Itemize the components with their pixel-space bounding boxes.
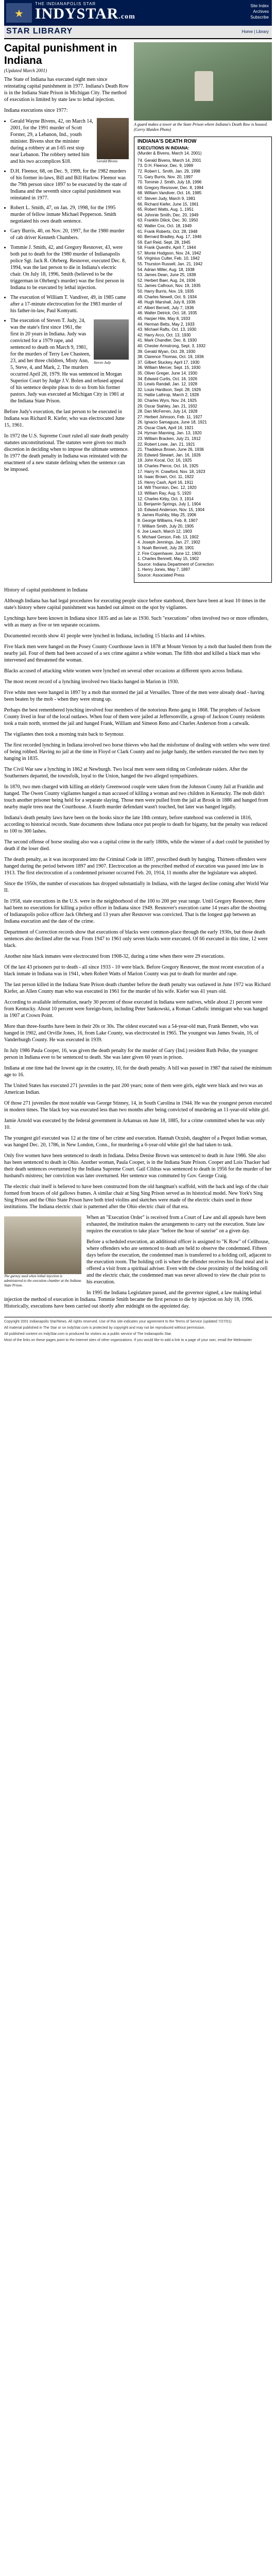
death-row-entry: 52. Herbert Baer, Aug. 24, 1936	[137, 278, 196, 283]
banner-top-text: THE INDIANAPOLIS STAR	[35, 2, 96, 6]
history-heading: History of capital punishment in Indiana	[4, 587, 88, 593]
bivens-photo	[97, 118, 129, 164]
history-paragraph: In 1870, two men charged with killing an elderly Greenwood couple were taken from the Johnson County Jail at Franklin and hanged. The Owen County vigilantes hanged a man accused of killing a woman and two children in Kentucky. The mob didn't touch another prisoner being held for a separate slaying. Those men were pulled from the jail at Brook in 1886 and hanged from nearby maple trees near the Courthouse. A fourth murder defendant wasn't touched, but later was hanged legally.	[4, 784, 268, 810]
article-title: Capital punishment in Indiana	[4, 42, 117, 66]
death-row-entry: 1. Henry Jones, May 7, 1897	[137, 567, 191, 572]
death-row-entry: 36. William Mercer, Sept. 15, 1930	[137, 365, 201, 370]
page	[4, 0, 272, 1343]
indiana-flag-logo	[6, 3, 32, 23]
death-row-entry: 15. Henry Cash, April 16, 1911	[137, 480, 194, 485]
bivens-image	[97, 118, 129, 159]
death-row-entry: 4. Joseph Jennings, Jan. 27, 1902	[137, 540, 200, 545]
death-row-entry: 63. Franklin Dilick, Dec. 30, 1950	[137, 218, 198, 223]
death-row-header: INDIANA'S DEATH ROW	[137, 139, 197, 144]
death-row-entry: Source: Indiana Department of Correction	[137, 562, 214, 567]
history-paragraph: The second offense of horse stealing also was a capital crime in the early 1800s, while the winner of a duel could be punished by death if the loser died.	[4, 839, 270, 852]
death-row-entry: 14. Will Thornton, Dec. 12, 1920	[137, 485, 197, 490]
death-row-source: Source: Associated Press	[137, 572, 185, 578]
history-paragraph: Of those 271 juveniles the most notable was George Stinney, 14, in South Carolina in 1944. He was the youngest person executed in modern times. The black boy was executed less than two months after being convicted of murdering an 11-year-old white girl.	[4, 1100, 272, 1113]
history-paragraph: Although Indiana has had legal procedures for executing people since before statehood, there have been at least 10 times in the state's history where capital punishment was handed out almost on the spot by vigilantes.	[4, 598, 266, 611]
death-row-entry: 64. Johnnie Smith, Dec. 20, 1949	[137, 212, 199, 217]
gurney-caption: The gurney used when lethal injection is administered to the execution chamber at the Indiana State Prison.	[4, 1274, 81, 1287]
death-row-entry: 34. Edward Curtis, Oct. 16, 1926	[137, 376, 198, 381]
article-column	[4, 42, 134, 583]
death-row-entry: 48. Hugh Marshall, July 8, 1936	[137, 300, 196, 305]
death-row-entry: 29. Oscar Stahley, Jan. 21, 1932	[137, 403, 197, 409]
death-row-entry: 39. Gerald Wyan, Oct. 28, 1930	[137, 349, 196, 354]
death-row-entry: 20. Edward Stewart, Jan. 16, 1926	[137, 452, 201, 457]
footer-line: Copyright 2001 Indianapolis Star/News. All rights reserved. Use of this site indicates your agreement to the Terms of Service (updated 7/27/01).	[4, 1319, 233, 1324]
death-row-entry: 60. Bernard Bradley, Aug. 17, 1946	[137, 234, 202, 240]
death-row-entry: 46. Walter Detrick, Oct. 18, 1935	[137, 311, 197, 316]
footer-line: Most of the links on these pages point to the Internet sites of other organizations. If you would like to add a link to a page of your own, email the Webmaster.	[4, 1338, 253, 1342]
death-row-entry: 50. Harry Burris, Nov. 19, 1935	[137, 289, 194, 294]
death-row-entry: 23. William Bracken, July 21, 1912	[137, 436, 201, 442]
execution-item: • Gary Burris, 40, on Nov. 20, 1997, for the 1980 murder of cab driver Kenneth Chambers.	[10, 228, 129, 241]
history-paragraph: The Civil War saw a lynching in 1862 at Newburgh. Two local men were seen riding on Confederate raiders. After the Southerners departed, the townsfolk, loyal to the Union, hanged the two alleged sympathizers.	[4, 766, 248, 779]
death-row-entry: 47. Albert Bernett, July 7, 1936	[137, 305, 194, 310]
history-paragraph: In 1958, state executions in the U.S. were in the neighborhood of the 100 to 200 per year range. Until Gregory Resnover, there had been no executions for killing a police officer in Indiana since 1949. Resnover's execution came 14 years after the shooting of Indianapolis police officer Jack Ohrberg and 13 years after Resnover was convicted. That is the longest gap between an Indiana execution and the date of the crime.	[4, 898, 267, 924]
death-row-entry: 2. Fire Copenhaver, June 12, 1903	[137, 551, 201, 556]
death-row-entry: 55. Thurston Russell, Jan. 21, 1942	[137, 262, 203, 267]
history-paragraph: Department of Correction records show that executions of blacks were common-place through the early 1930s, but those death sentences also declined after the war. From 1947 to 1961 only seven blacks were executed. Of 66 executed in this time, 12 were black.	[4, 929, 268, 948]
history-paragraph: The most recent record of a lynching involved two blacks hanged in Marion in 1930.	[4, 679, 179, 685]
death-row-entry: 10. Edward Anderson, Nov. 15, 1904	[137, 507, 205, 512]
execution-item: • The execution of William T. Vandiver, 49, in 1985 came after a 17-minute electrocution for the 1983 murder of his father-in-law, Paul Komyatti.	[10, 294, 129, 314]
history-paragraph: Before a scheduled execution, an additional officer is assigned to "K Row" of Cellhouse, where offenders who are sentenced to death are held to observe the condemned. Fifteen days before the execution, the condemned man is transferred to a holding cell, adjacent to the execution room. The holding cell is where the offender receives his final meal and is offered a visit from a spiritual adviser. Even with the close proximity of the holding cell and the electric chair, the condemned man was never allowed to view the chair prior to his execution.	[87, 1239, 271, 1285]
death-row-entry: 45. Harper Hile, May 8, 1933	[137, 316, 191, 321]
gurney-image	[4, 1216, 81, 1274]
history-paragraph: Indiana at one time had the lowest age in the country, 10, for the death penalty. A bill was passed in 1987 that raised the minimum age to 16.	[4, 1065, 272, 1078]
history-paragraph: Only five women have been sentenced to death in Indiana. Debra Denise Brown was sentenced to death in June 1986. She also has been sentenced to death in Ohio. Another woman, Paula Cooper, is in the Indiana State Prison. Cooper and Lois Thacker had their death sentences overturned by the Indiana Supreme Court. Gail Cildras was sentenced to death in 1956 for the murder of her husband's mistress; her conviction was later overturned. Her sentence was commuted by Gov. George Craig.	[4, 1153, 272, 1179]
history-paragraph: Documented records show 41 people were lynched in Indiana, including 15 blacks and 14 whites.	[4, 633, 206, 639]
article-paragraph: Before Judy's execution, the last person to be executed in Indiana was Richard R. Kiefer, who was electrocuted June 15, 1961.	[4, 409, 125, 428]
history-paragraph: Perhaps the best remembered lynching involved four members of the notorious Reno gang in 1868. The prophets of Jackson County lived in fear of the local outlaws. When four of them were jailed at Jeffersonville, a group of Jackson County residents took a train north, stormed the jail and hanged Frank, William and Simeon Reno and Charles Anderson from a catwalk.	[4, 707, 265, 726]
death-row-subline: (Murder & Bivens, March 14, 2001)	[137, 151, 202, 156]
death-row-entry: 56. Virginius Culter, Feb. 10, 1942	[137, 256, 200, 261]
death-row-entry: 74. Gerald Bivens, March 14, 2001	[137, 158, 201, 163]
execution-item: • Robert L. Smith, 47, on Jan. 29, 1998, for the 1995 murder of fellow inmate Michael Pepperson. Smith negotiated his own death sentence.	[10, 205, 129, 225]
death-row-entry: 24. Hyman Manning, Jan. 13, 1920	[137, 431, 202, 436]
history-paragraph: The last person killed in the Indiana State Prison death chamber before the death penalty was outlawed in June 1972 was Richard Kiefer, an Allen County man who was executed in 1961 for the murder of his wife. Kiefer was 41 years old.	[4, 981, 271, 994]
history-paragraph: The youngest girl executed was 12 at the time of her crime and execution. Hannah Ocuish, daughter of a Pequot Indian woman, was hanged Dec. 20, 1786, in New London, Conn., for murdering a 6-year-old white girl she had taken to task.	[4, 1135, 267, 1148]
star-icon: ★	[14, 8, 24, 20]
death-row-entry: 54. Adrian Miller, Aug. 18, 1938	[137, 267, 195, 272]
death-row-entry: 38. Clarence Thomas, Oct. 19, 1936	[137, 354, 204, 360]
death-row-entry: 42. Harry Arco, Oct. 13, 1930	[137, 332, 191, 337]
death-row-entry: 1. Charles Bennett, May 15, 1902	[137, 556, 199, 562]
death-row-entry: 62. Walter Cox, Oct. 18, 1949	[137, 223, 192, 228]
banner-link[interactable]: Site Index	[250, 4, 269, 8]
gurney-photo	[4, 1216, 81, 1288]
death-row-entry: 31. Hattie Lathrop, March 2, 1928	[137, 393, 199, 398]
logo-suffix: .com	[118, 13, 135, 21]
death-row-entry: 9. James Rushby, May 25, 1906	[137, 513, 197, 518]
banner-links	[250, 3, 269, 20]
death-row-entry: 44. Herman Betts, May 2, 1933	[137, 321, 195, 327]
death-row-entry: 40. Chester Armstrong, Sept. 3, 1932	[137, 343, 206, 348]
death-row-entry: 5. Michael Gerson, Feb. 13, 1902	[137, 534, 199, 539]
death-row-entry: 30. Charles Wyrs, Nov. 24, 1925	[137, 398, 197, 403]
history-paragraph: More than three-fourths have been in their 20s or 30s. The oldest executed was a 54-year-old man, Frank Bennett, who was hanged in 1902, and Orville Jones, 16, from Lake County, was electrocuted in 1965. The youngest was James Swain, 16, of Vanderburgh County. He was executed in 1939.	[4, 1023, 259, 1043]
death-row-entry: 22. Robert Lowe, Jan. 21, 1921	[137, 442, 195, 447]
death-row-list	[137, 158, 268, 573]
judy-image	[94, 319, 129, 360]
history-paragraph: The death penalty, as it was incorporated into the Criminal Code in 1897, prescribed death by hanging. Thirteen offenders were hanged during the period between 1897 and 1907. Electrocution as the prescribed method of execution was passed into law in 1913. The first electrocution of a condemned prisoner occurred Feb. 20, 1914, 11 months after the legislature was adopted.	[4, 856, 267, 876]
death-row-entry: 51. James Calhoun, Nov. 19, 1935	[137, 283, 201, 289]
site-banner	[4, 0, 272, 26]
judy-photo	[94, 319, 129, 366]
death-row-entry: 19. John Kocal, Oct. 16, 1925	[137, 458, 192, 463]
history-paragraph: The vigilantes then took a morning train back to Seymour.	[4, 731, 125, 737]
death-row-entry: 37. Gilbert Stuckey, April 17, 1930	[137, 360, 200, 365]
history-paragraph: Indiana's death penalty laws have been on the books since the late 18th century, before statehood was conferred in 1816, according to historical records. State documents show Indiana once put people to death for bigamy, but the penalty was reduced to 100 to 300 lashes.	[4, 815, 268, 834]
death-row-entry: 13. William Ray, Aug. 5, 1920	[137, 491, 192, 496]
intro-paragraph: Indiana executions since 1977:	[4, 108, 68, 113]
death-row-entry: 72. Robert L. Smith, Jan. 29, 1998	[137, 168, 200, 174]
death-row-entry: 57. Monte Hodgson, Nov. 24, 1942	[137, 250, 201, 256]
death-row-subheader: EXECUTIONS IN INDIANA:	[137, 145, 189, 150]
execution-item: • Tommie J. Smith, 42, and Gregory Resnover, 43, were both put to death for the 1980 murder of Indianapolis police Sgt. Jack R. Ohrberg. Resnover, executed Dec. 8, 1994, was the last person to die in Indiana's electric chair. On July 18, 1996, Smith (believed to be the triggerman in Ohrberg's murder) was the first person in Indiana to be executed by lethal injection.	[10, 244, 129, 291]
death-row-entry: 43. Michael Rafts, Oct. 13, 1930	[137, 327, 197, 332]
death-row-entry: 66. Richard Kiefer, June 15, 1961	[137, 201, 199, 207]
history-paragraph: The electric chair itself is believed to have been constructed from the old hangman's scaffold, with the back and legs of the chair formed from braces of old gallows frames. A similar chair at Sing Sing Prison served as its historical model. New York's Sing Sing Prison and the Ohio State Prison have both tried violins and sketches were made of the electric chairs used in those institutions. The Indiana electric chair is patterned after the Ohio electric chair of that era.	[4, 1183, 269, 1210]
site-logo[interactable]	[35, 5, 135, 23]
history-paragraph: Five black men were hanged on the Posey County Courthouse lawn in 1878 at Mount Vernon by a mob that hauled them from the nearby jail. Four of them had been accused of a sex crime against a white woman. The fifth shot and killed a black man who intervened and threatened the woman.	[4, 643, 272, 663]
history-paragraph: Jamie Arnold was executed by the federal government in Arkansas on June 18, 1885, for a crime committed when he was only 10.	[4, 1117, 265, 1130]
death-row-entry: 35. Oliver Greger, June 14, 1930	[137, 370, 198, 376]
section-bar	[4, 26, 272, 39]
death-row-entry: 49. Charles Newell, Oct. 9, 1934	[137, 294, 197, 299]
section-nav[interactable]: Home | Library	[242, 29, 269, 34]
intro-paragraph: The State of Indiana has executed eight men since reinstating capital punishment in 1977. Indiana's Death Row is in the Indiana State Prison in Michigan City. The method of execution is limited by state law to lethal injection.	[4, 77, 129, 103]
photo-caption: • Steven Judy	[94, 361, 111, 365]
history-paragraph: In July 1986 Paula Cooper, 16, was given the death penalty for the murder of Gary (Ind.) resident Ruth Pelke, the youngest person in Indiana ever to be sentenced to death. She was later given 60 years in prison.	[4, 1047, 258, 1060]
execution-item: • Gerald Wayne Bivens, 42, on March 14, 2001, for the 1991 murder of Scott Forster, 29, a Lebanon, Ind., youth minister. Bivens shot the minister during a robbery at an I-65 rest stop near Lebanon. The robbery netted him and his two accomplices $18.	[10, 118, 129, 165]
photo-caption: Gerald Bivens	[97, 159, 118, 163]
history-paragraph: Blacks accused of attacking white women were lynched on several other occasions at different spots across Indiana.	[4, 668, 243, 674]
death-row-entry: 71. Gary Burris, Nov. 20, 1997	[137, 174, 193, 179]
history-body	[4, 598, 272, 1210]
banner-link[interactable]: Archives	[253, 9, 269, 14]
death-row-entry: 17. Harry H. Crawford, Nov. 18, 1923	[137, 469, 205, 474]
death-row-entry: 68. William Vandiver, Oct. 16, 1985	[137, 191, 202, 196]
death-row-entry: 25. Oscar Clark, April 16, 1921	[137, 425, 194, 430]
death-row-entry: 41. Mark Chandler, Dec. 8, 1930	[137, 338, 197, 343]
execution-item	[10, 317, 129, 404]
execution-item-text: The execution of Steven T. Judy, 24, was the state's first since 1961, the first in 20 years in Indiana. Judy was convicted for a 1979 rape, and sentenced to death on March 9, 1981, for the murders of Terry Lee Chasteen, 23, and her three children, Misty Ann, 5, Steve, 4, and Mark, 2. The murders occurred April 28, 1979. He was sentenced in Morgan Superior Court by Judge J.V. Bolen and refused appeal of his sentence despite pleas to do so from his former pastors. Judy was executed at Michigan City in 1981 at the Indiana State Prison.	[10, 318, 125, 404]
tower-shape	[195, 71, 213, 101]
history-paragraph: The United States has executed 271 juveniles in the past 200 years; none of them were girls, eight were black and two was an American Indian.	[4, 1082, 263, 1095]
death-row-entry: 33. Lewis Randall, Jan. 12, 1928	[137, 382, 198, 387]
death-row-entry: 12. Charles Kirby, Oct. 3, 1914	[137, 496, 194, 501]
death-row-entry: 61. Frank Roberts, Oct. 28, 1948	[137, 229, 198, 234]
article-updated: (Updated March 2001)	[4, 68, 47, 73]
death-row-entry: 69. Gregory Resnover, Dec. 8, 1994	[137, 185, 204, 190]
death-row-box	[134, 137, 272, 583]
history-paragraph: Another nine black inmates were electrocuted from 1908-32, during a time when there were 29 executions.	[4, 953, 225, 959]
death-row-entry: 21. Thaddeus Brown, June 26, 1936	[137, 447, 204, 452]
history-paragraph: The first recorded lynching in Indiana involved two horse thieves who had the misfortune of dealing with settlers who were tired of being robbed. Having no jail at the time in Floyd or Clark County and no judge handy, the settlers executed the two men by hanging in 1835.	[4, 742, 270, 761]
article-paragraph: In 1972 the U.S. Supreme Court ruled all state death penalty statutes unconstitutional. The statutes were given too much discretion in deciding when to impose the ultimate sentence. In 1977 the death penalty in Indiana was reinstated with the enactment of a new statute defining when the sentence can be imposed.	[4, 433, 129, 472]
death-row-entry: 28. Dan McFerren, July 14, 1928	[137, 409, 198, 414]
history-paragraph: When an "Execution Order" is received from a Court of Law and all appeals have been exhausted, the institution makes the arrangements to carry out the execution. State law requires the execution to take place "before the hour of sunrise" on a given day.	[87, 1214, 266, 1234]
main-columns	[4, 42, 272, 583]
death-row-entry: 59. Earl Reid, Sept. 28, 1945	[137, 240, 191, 245]
death-row-entry: 6. Joe Leach, March 12, 1903	[137, 529, 192, 534]
death-row-entry: 26. Ignacio Samaguza, June 18, 1921	[137, 420, 207, 425]
death-row-entry: 73. D.H. Fleenor, Dec. 9, 1999	[137, 163, 194, 168]
sidebar-column	[134, 42, 272, 583]
execution-item: • D.H. Fleenor, 68, on Dec. 9, 1999, for the 1982 murders of his former in-laws, Bill and Bill Harlow. Fleenor was the 79th person since 1897 to be executed by the state of Indiana and the seventh since capital punishment was reinstated in 1977.	[10, 168, 129, 201]
death-row-entry: 16. Isaac Brown, Oct. 11, 1922	[137, 474, 194, 480]
footer-line: All material published in The Star or on IndyStar.com is protected by copyright and may not be reproduced without permission.	[4, 1326, 205, 1330]
history-paragraph: Lynchings have been known in Indiana since 1835 and as late as 1930. Such "executions" often involved two or more offenders, with as many as five or ten separate occasions.	[4, 615, 269, 628]
death-row-entry: 67. Steven Judy, March 9, 1981	[137, 196, 196, 201]
death-row-entry: 8. George Williams, Feb. 8, 1907	[137, 518, 198, 523]
banner-link[interactable]: Subscribe	[250, 15, 269, 20]
page-footer	[4, 1317, 272, 1343]
section-title: STAR LIBRARY	[6, 27, 73, 36]
logo-text: INDYSTAR	[35, 5, 119, 22]
death-row-entry: 18. Charles Pierce, Oct. 16, 1925	[137, 464, 199, 469]
history-paragraph: Five white men were hanged in 1897 by a mob that stormed the jail at Versailles. Three of the men were already dead - having been beaten by the mob - when they were strung up.	[4, 689, 265, 702]
prison-photo	[134, 42, 272, 121]
death-row-entry: 70. Tommie J. Smith, July 18, 1996	[137, 180, 202, 185]
death-row-entry: 32. Louis Hardison, Sept. 28, 1926	[137, 387, 201, 392]
death-row-entry: 11. Benjamin Springs, July 1, 1904	[137, 502, 201, 507]
death-row-entry: 65. Robert Watts, Aug. 1, 1951	[137, 207, 194, 212]
death-row-entry: 58. Frank Quenthr, April 7, 1944	[137, 245, 196, 250]
death-row-entry: 7. William Smith, July 20, 1905	[137, 523, 194, 529]
history-paragraph: Of the last 43 prisoners put to death - all since 1933 - 10 were black. Before Gregory Resnover, the most recent execution of a black inmate in Indiana was in 1941, when Robert Watts of Marion County was put to death for murder and rape.	[4, 964, 264, 977]
history-paragraph: According to available information, nearly 30 percent of those executed in Indiana were natives, while about 21 percent were from Kentucky. About 10 percent were foreign-born, including Peter Sankowski, a Roman Catholic immigrant who was hanged in 1907 at Crown Point.	[4, 999, 268, 1019]
prison-photo-caption: A guard makes a tower at the State Prison where Indiana's Death Row is housed. (Gerry Maiden Photo)	[134, 122, 268, 132]
history-paragraph: Since the 1950s, the number of executions has dropped substantially in Indiana, with the largest decline coming after World War II.	[4, 880, 269, 893]
death-row-entry: 53. James Dean, June 25, 1938	[137, 273, 196, 278]
footer-line: All published content on IndyStar.com is produced for visitors as a public service of The Indianapolis Star.	[4, 1332, 172, 1336]
history-section	[4, 587, 272, 1314]
death-row-entry: 3. Noah Bennett, July 28, 1901	[137, 545, 194, 550]
history-paragraph: In 1995 the Indiana Legislature passed, and the governor signed, a law making lethal injection the method of execution in Indiana. Tommie Smith became the first person to die by injection on July 18, 1996. Historically, executions have been carried out shortly after midnight on the appointed day.	[4, 1290, 262, 1309]
death-row-entry: 27. Herbert Johnson, Feb. 11, 1927	[137, 414, 202, 419]
